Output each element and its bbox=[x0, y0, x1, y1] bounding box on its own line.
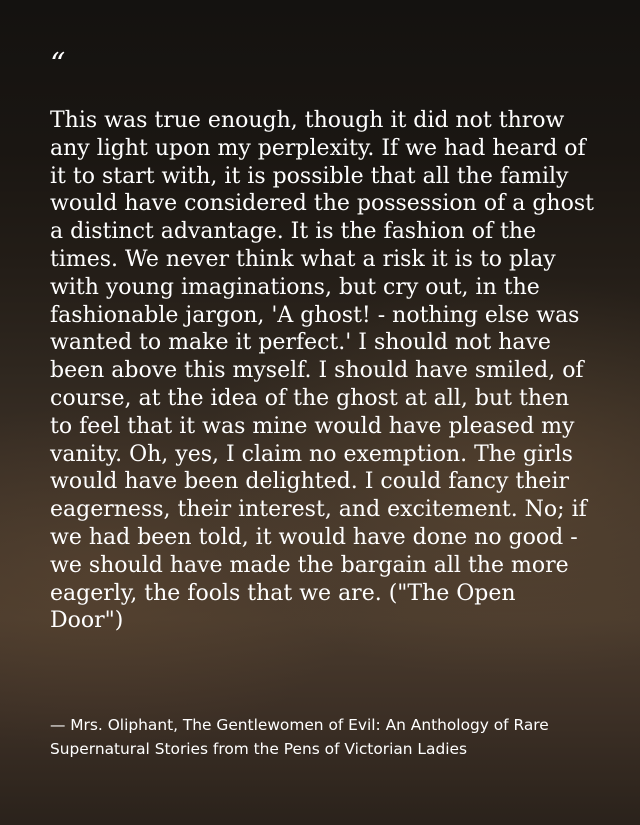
quote-mark: “ bbox=[50, 47, 66, 82]
quote-text: This was true enough, though it did not throw any light upon my perplexity. If we had heard of it to start with, it is possible that all the family would have considered the possession of a ghost a distinct advantage. It is the fashion of the times. We never think what a risk it is to play with young imaginations, but cry out, in the fashionable jargon, 'A ghost! - nothing else was wanted to make it perfect.' I should not have been above this myself. I should have smiled, of course, at the idea of the ghost at all, but then to feel that it was mine would have pleased my vanity. Oh, yes, I claim no exemption. The girls would have been delighted. I could fancy their eagerness, their interest, and excitement. No; if we had been told, it would have done no good - we should have made the bargain all the more eagerly, the fools that we are. ("The Open Door") bbox=[50, 108, 594, 634]
quote-attribution: — Mrs. Oliphant, The Gentlewomen of Evil: An Anthology of Rare Supernatural Stories from the Pens of Victorian Ladies bbox=[50, 716, 549, 758]
